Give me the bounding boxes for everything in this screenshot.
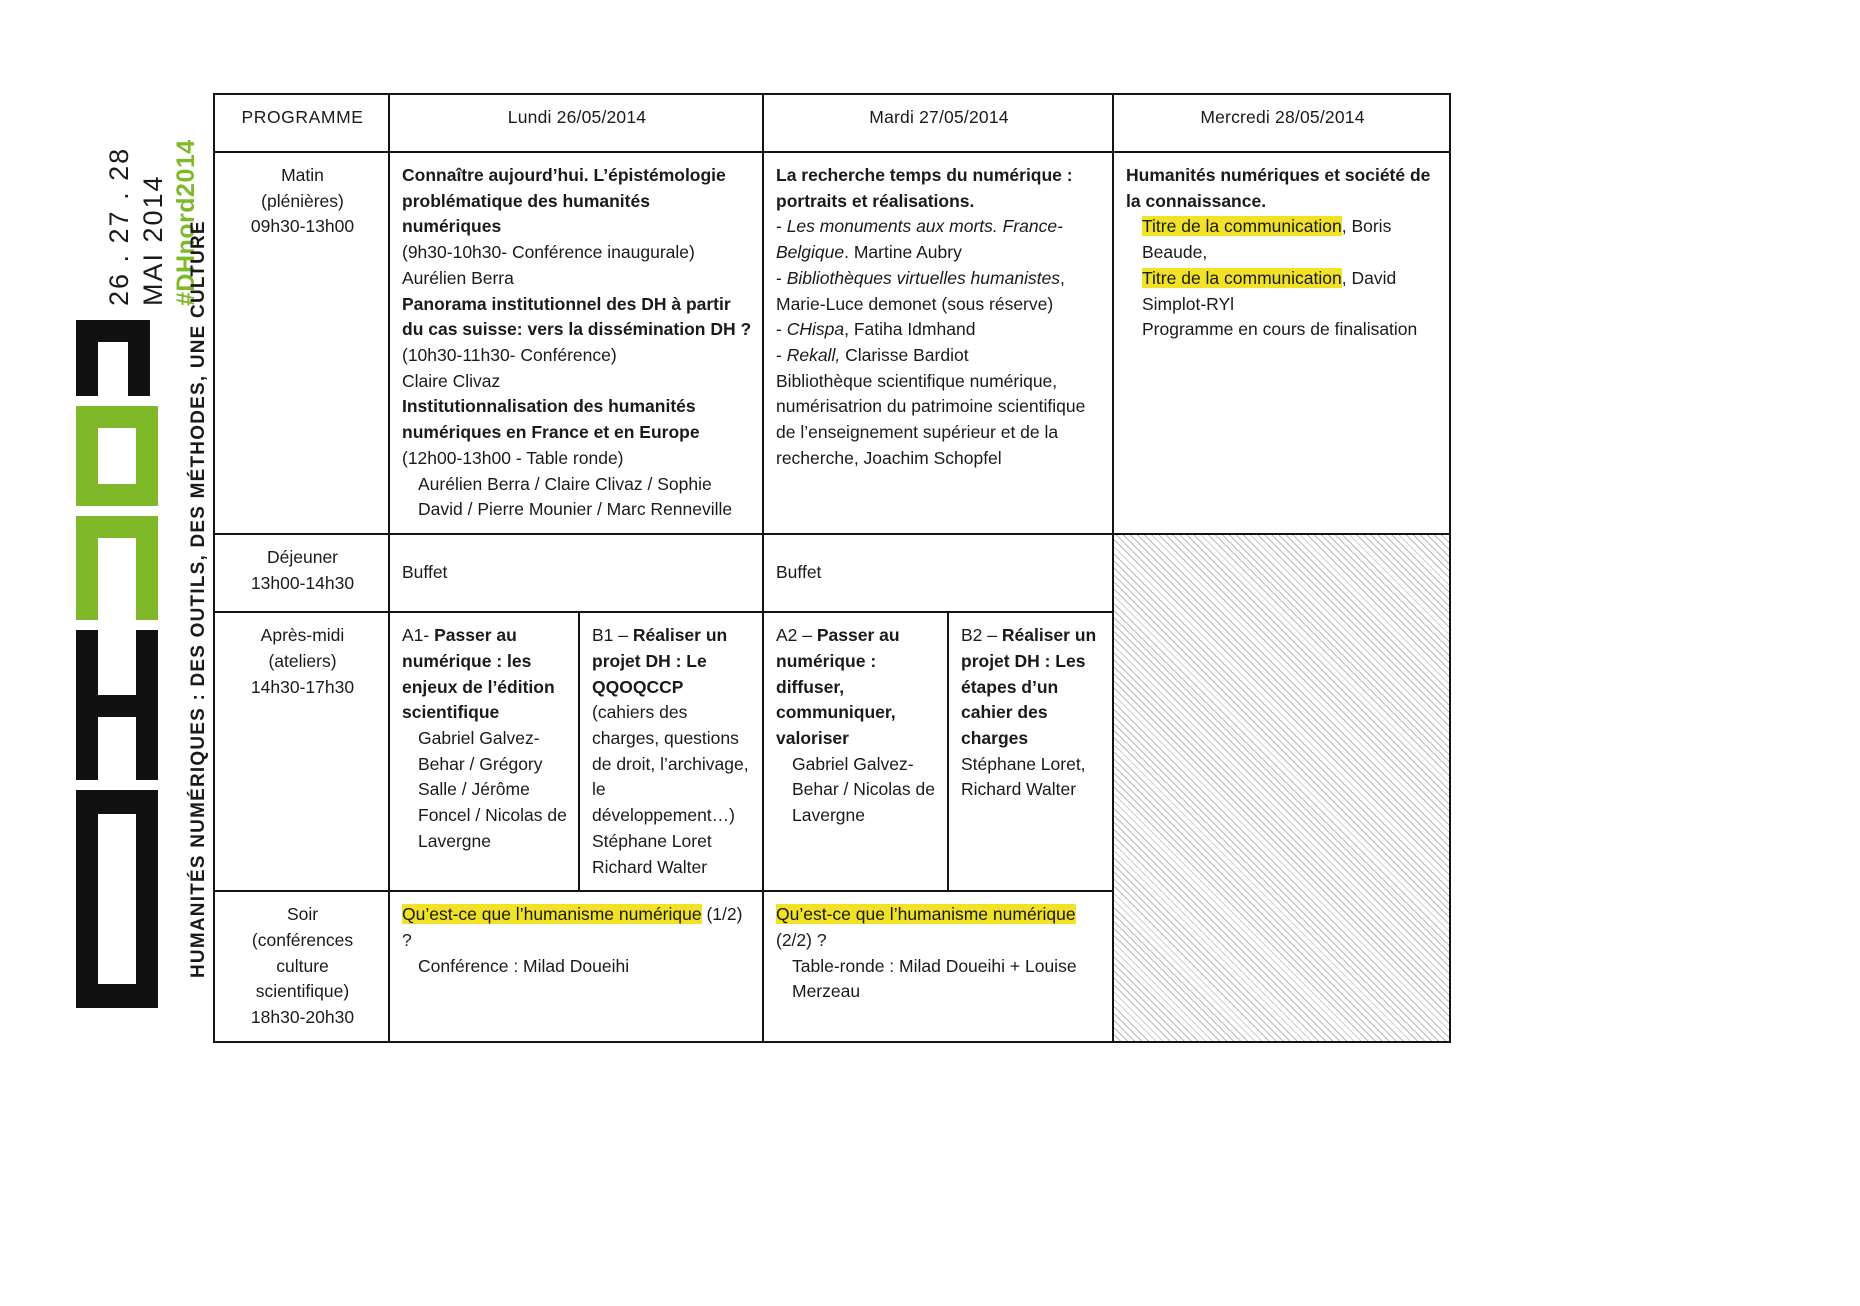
- matin-mercredi-highlight-1: Titre de la communication: [1142, 216, 1342, 237]
- matin-mardi-item-rest: Clarisse Bardiot: [840, 345, 969, 366]
- atelier-a1-speakers: Gabriel Galvez-Behar / Grégory Salle / Jérôme Foncel / Nicolas de Lavergne: [418, 727, 567, 851]
- soir-lundi-after: (1/2) ?: [402, 904, 743, 950]
- cell-matin-lundi: [389, 152, 763, 534]
- matin-mercredi-title: Humanités numériques et société de la connaissance.: [1126, 165, 1431, 211]
- matin-mardi-item-list: [776, 214, 1102, 368]
- rowlabel-dejeuner-line1: Déjeuner: [266, 547, 339, 568]
- rowlabel-apresmidi: [214, 612, 389, 891]
- matin-mardi-item-rest: . Martine Aubry: [844, 242, 962, 263]
- programme-table: [213, 93, 1451, 1043]
- atelier-b2-code: B2 –: [961, 625, 1002, 646]
- rowlabel-soir-line3: culture: [276, 955, 329, 976]
- atelier-a2-title: Passer au numérique : diffuser, communiquer, valoriser: [776, 625, 900, 748]
- rowlabel-matin-line2: (plénières): [261, 190, 344, 211]
- brand-dates: 26 . 27 . 28: [104, 146, 134, 306]
- atelier-b1-code: B1 –: [592, 625, 633, 646]
- matin-mardi-tail: Bibliothèque scientifique numérique, numérisatrion du patrimoine scientifique de l’enseignement supérieur et de la recherche, Joachim Schopfel: [776, 370, 1086, 468]
- atelier-b1-speaker-1: Stéphane Loret: [592, 830, 712, 851]
- cell-mercredi-unavailable: [1113, 534, 1450, 1042]
- atelier-a1-code: A1-: [402, 625, 435, 646]
- atelier-b1-title: Réaliser un projet DH : Le QQOQCCP: [592, 625, 728, 697]
- matin-mardi-item-rest: , Marie-Luce demonet (sous réserve): [776, 267, 1065, 314]
- cell-atelier-b1: [579, 612, 763, 891]
- matin-lundi-speaker-2: Claire Clivaz: [402, 370, 501, 391]
- brand-tagline: HUMANITÉS NUMÉRIQUES : DES OUTILS, DES MÉTHODES, UNE CULTURE: [188, 220, 209, 978]
- rowlabel-dejeuner: [214, 534, 389, 612]
- cell-atelier-a1: [389, 612, 579, 891]
- matin-mercredi-note: Programme en cours de finalisation: [1142, 319, 1418, 340]
- atelier-a2-speakers: Gabriel Galvez-Behar / Nicolas de Lavergne: [792, 753, 935, 826]
- soir-mardi-after: (2/2) ?: [776, 929, 827, 950]
- rowlabel-matin-line1: Matin: [281, 165, 324, 185]
- matin-mardi-item: [776, 214, 1102, 265]
- matin-lundi-title-3: Institutionnalisation des humanités numériques en France et en Europe: [402, 396, 700, 443]
- header-programme: PROGRAMME: [214, 94, 389, 152]
- matin-mardi-title: La recherche temps du numérique : portraits et réalisations.: [776, 165, 1073, 211]
- brand-sidebar: [60, 110, 210, 1170]
- cell-atelier-a2: [763, 612, 948, 891]
- cell-matin-mercredi: [1113, 152, 1450, 534]
- atelier-b2-title: Réaliser un projet DH : Les étapes d’un cahier des charges: [961, 625, 1097, 748]
- matin-lundi-detail-3: (12h00-13h00 - Table ronde): [402, 447, 624, 468]
- matin-mercredi-after-2: , David Simplot-RYl: [1142, 267, 1397, 314]
- cell-dejeuner-mardi: Buffet: [763, 534, 1113, 612]
- rowlabel-matin-line3: 09h30-13h00: [250, 216, 355, 237]
- header-day-mardi: Mardi 27/05/2014: [763, 94, 1113, 152]
- soir-mardi-highlight: Qu’est-ce que l’humanisme numérique: [776, 904, 1076, 925]
- atelier-a2-code: A2 –: [776, 625, 817, 646]
- rowlabel-matin: [214, 152, 389, 534]
- matin-mercredi-entry-1: [1126, 214, 1439, 265]
- atelier-b1-speaker-2: Richard Walter: [592, 856, 708, 877]
- row-dejeuner: [214, 534, 1450, 612]
- rowlabel-soir-line2: (conférences: [251, 929, 354, 950]
- matin-mardi-item-dash: -: [776, 345, 787, 366]
- matin-mardi-item-rest: , Fatiha Idmhand: [844, 319, 976, 340]
- matin-lundi-speaker-3: Aurélien Berra / Claire Clivaz / Sophie David / Pierre Mounier / Marc Renneville: [418, 473, 733, 520]
- soir-mardi-headline: [776, 902, 1102, 953]
- matin-mardi-item-dash: -: [776, 267, 787, 288]
- soir-mardi-sub: Table-ronde : Milad Doueihi + Louise Merzeau: [792, 955, 1077, 1002]
- rowlabel-dejeuner-line2: 13h00-14h30: [250, 572, 355, 593]
- header-day-lundi: Lundi 26/05/2014: [389, 94, 763, 152]
- cell-dejeuner-lundi: Buffet: [389, 534, 763, 612]
- matin-mardi-item-italic: Les monuments aux morts. France-Belgique: [776, 216, 1063, 263]
- row-matin: [214, 152, 1450, 534]
- dhnord-logo: [70, 320, 180, 1060]
- matin-lundi-detail-2: (10h30-11h30- Conférence): [402, 345, 617, 366]
- matin-mercredi-highlight-2: Titre de la communication: [1142, 267, 1342, 288]
- cell-atelier-b2: [948, 612, 1113, 891]
- rowlabel-soir: [214, 891, 389, 1042]
- matin-mardi-item-dash: -: [776, 216, 787, 237]
- table-header-row: [214, 94, 1450, 152]
- matin-mardi-item-dash: -: [776, 319, 787, 340]
- rowlabel-soir-line5: 18h30-20h30: [250, 1007, 355, 1028]
- matin-mercredi-entry-2: [1126, 266, 1439, 317]
- atelier-b2-speakers: Stéphane Loret, Richard Walter: [961, 753, 1086, 800]
- matin-mardi-item-italic: Rekall,: [786, 345, 841, 366]
- cell-soir-mardi: [763, 891, 1113, 1042]
- rowlabel-soir-line4: scientifique): [255, 981, 350, 1002]
- matin-mardi-item: [776, 266, 1102, 317]
- matin-lundi-title-2: Panorama institutionnel des DH à partir du cas suisse: vers la dissémination DH ?: [402, 293, 752, 340]
- matin-mardi-item: [776, 343, 1102, 369]
- rowlabel-apresmidi-line1: Après-midi: [260, 625, 345, 646]
- matin-mardi-item-italic: Bibliothèques virtuelles humanistes: [786, 267, 1061, 288]
- atelier-a1-title: Passer au numérique : les enjeux de l’édition scientifique: [402, 625, 555, 723]
- atelier-b1-detail: (cahiers des charges, questions de droit, l’archivage, le développement…): [592, 702, 749, 826]
- soir-lundi-sub: Conférence : Milad Doueihi: [418, 955, 630, 976]
- rowlabel-apresmidi-line3: 14h30-17h30: [250, 676, 355, 697]
- matin-lundi-title-1: Connaître aujourd’hui. L’épistémologie problématique des humanités numériques: [402, 165, 726, 237]
- soir-lundi-highlight: Qu’est-ce que l’humanisme numérique: [402, 904, 702, 925]
- cell-matin-mardi: [763, 152, 1113, 534]
- brand-hashtag: #DHnord2014: [172, 139, 200, 306]
- matin-mercredi-after-1: , Boris Beaude,: [1142, 216, 1392, 263]
- cell-soir-lundi: [389, 891, 763, 1042]
- matin-lundi-speaker-1: Aurélien Berra: [402, 267, 514, 288]
- matin-lundi-detail-1: (9h30-10h30- Conférence inaugurale): [402, 242, 695, 263]
- soir-lundi-headline: [402, 902, 752, 953]
- rowlabel-soir-line1: Soir: [286, 904, 319, 925]
- rowlabel-apresmidi-line2: (ateliers): [268, 650, 337, 671]
- header-day-mercredi: Mercredi 28/05/2014: [1113, 94, 1450, 152]
- matin-mardi-item: [776, 317, 1102, 343]
- matin-mardi-item-italic: CHispa: [786, 319, 845, 340]
- brand-month-year: MAI 2014: [138, 174, 168, 306]
